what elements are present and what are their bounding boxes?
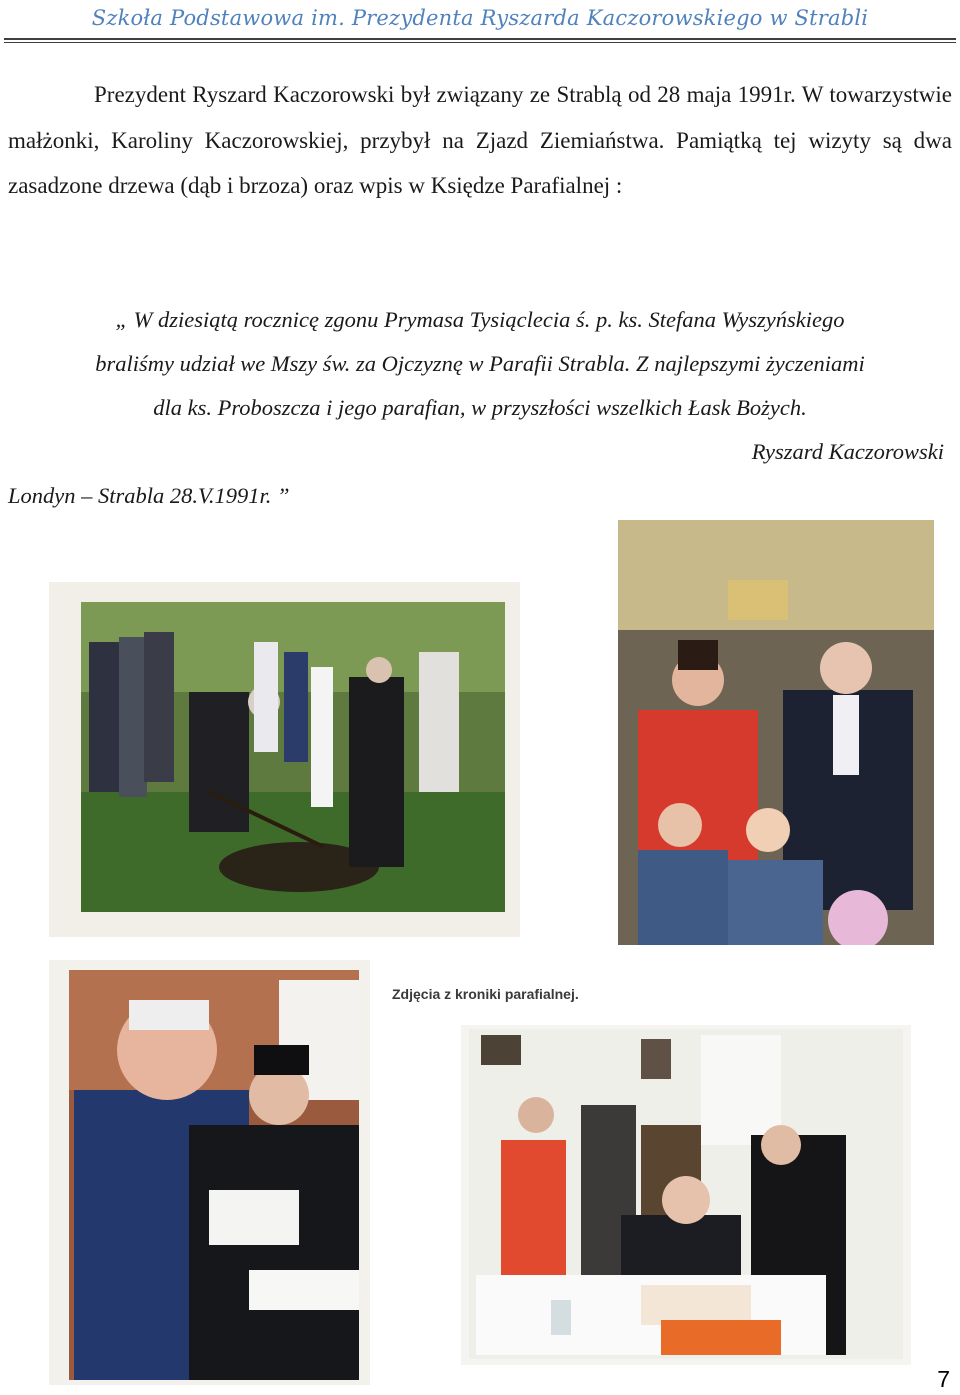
page-header xyxy=(0,0,960,46)
intro-paragraph: Prezydent Ryszard Kaczorowski był związany ze Strablą od 28 maja 1991r. W towarzystwie małżonki, Karoliny Kaczorowskiej, przybył na Zjazd Ziemiaństwa. Pamiątką tej wizyty są dwa zasadzone drzewa (dąb i brzoza) oraz wpis w Księdze Parafialnej : xyxy=(8,82,952,198)
couple-image xyxy=(618,520,934,945)
photo-tree-planting xyxy=(49,582,520,937)
signing-book-image xyxy=(461,1025,911,1365)
photo-president-and-priest xyxy=(49,960,370,1385)
header-rule-thin xyxy=(4,42,956,43)
photo-caption: Zdjęcia z kroniki parafialnej. xyxy=(392,986,579,1002)
page-number: 7 xyxy=(937,1366,950,1392)
school-name-header: Szkoła Podstawowa im. Prezydenta Ryszarda Kaczorowskiego w Strabli xyxy=(91,6,869,30)
president-priest-image xyxy=(49,960,370,1385)
tree-planting-image xyxy=(49,582,520,937)
quote-line-2: braliśmy udział we Mszy św. za Ojczyznę w Parafii Strabla. Z najlepszymi życzeniami xyxy=(95,351,865,376)
intro-paragraph-block xyxy=(8,72,952,209)
quote-place-date: Londyn – Strabla 28.V.1991r. ” xyxy=(8,483,290,508)
photo-couple-with-children xyxy=(618,520,934,945)
header-rule-thick xyxy=(4,38,956,40)
quote-line-3: dla ks. Proboszcza i jego parafian, w przyszłości wszelkich Łask Bożych. xyxy=(153,395,807,420)
guestbook-quote xyxy=(8,298,952,518)
photo-signing-book xyxy=(461,1025,911,1365)
quote-signature: Ryszard Kaczorowski xyxy=(751,439,944,464)
quote-line-1: „ W dziesiątą rocznicę zgonu Prymasa Tysiąclecia ś. p. ks. Stefana Wyszyńskiego xyxy=(115,307,845,332)
